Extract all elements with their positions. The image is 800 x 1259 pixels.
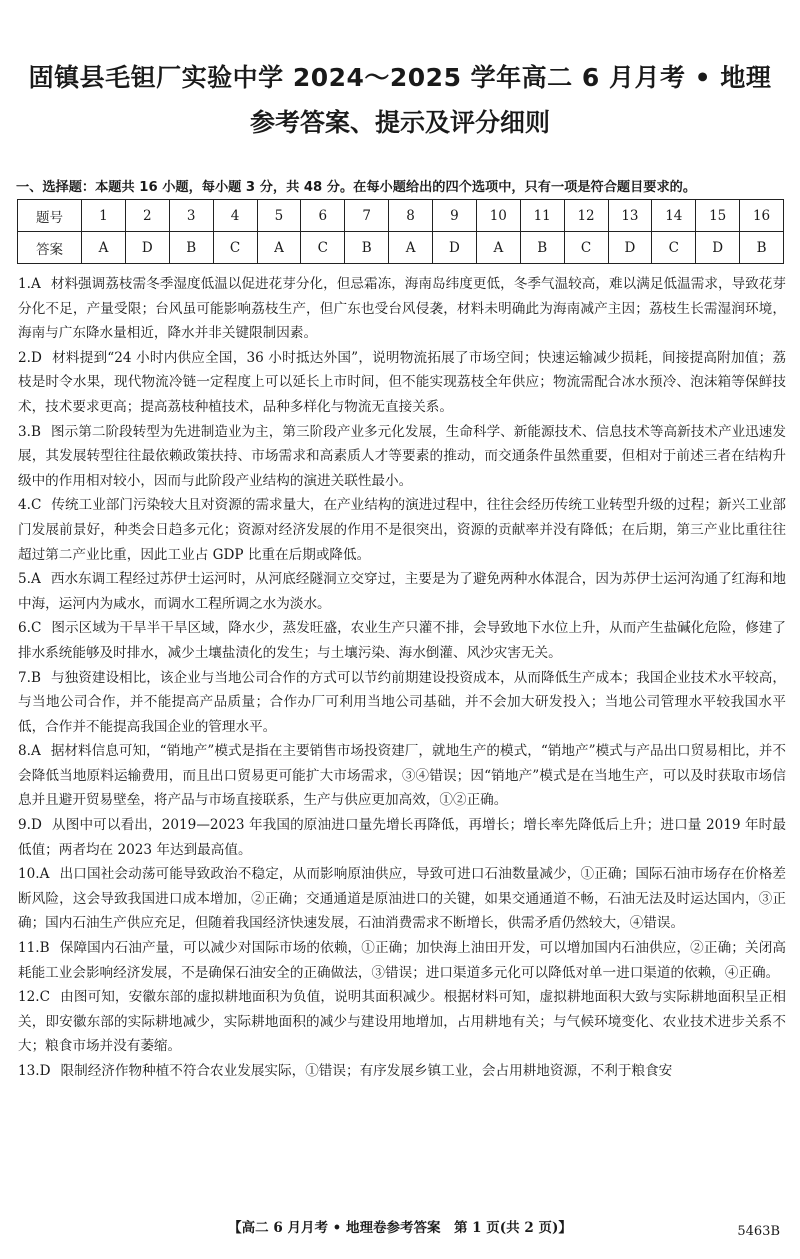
question-number: 15 bbox=[696, 200, 740, 232]
question-number: 13 bbox=[608, 200, 652, 232]
answer-cell: C bbox=[652, 232, 696, 264]
explanation-item bbox=[18, 493, 786, 567]
explanation-item bbox=[18, 813, 786, 862]
item-answer: A bbox=[30, 743, 41, 760]
answer-cell: A bbox=[389, 232, 433, 264]
question-number: 11 bbox=[520, 200, 564, 232]
item-number: 11. bbox=[18, 940, 40, 957]
item-text: 由图可知，安徽东部的虚拟耕地面积为负值，说明其面积减少。根据材料可知，虚拟耕地面积大致与实际耕地面积呈正相关，即安徽东部的实际耕地减少，实际耕地面积的减少与建设用地增加，占用耕地有关；与气候环境变化、农业技术进步关系不大；粮食市场并没有萎缩。 bbox=[18, 989, 786, 1055]
item-answer: A bbox=[30, 276, 41, 292]
question-number: 10 bbox=[476, 200, 520, 232]
answer-cell: B bbox=[169, 232, 213, 264]
answer-cell: D bbox=[696, 232, 740, 264]
item-number: 5. bbox=[18, 571, 31, 588]
question-number: 6 bbox=[301, 200, 345, 232]
question-number: 3 bbox=[169, 200, 213, 232]
row-label-number: 题号 bbox=[18, 200, 82, 232]
page-footer: 【高二 6 月月考 • 地理卷参考答案 第 1 页(共 2 页)】 bbox=[228, 1220, 572, 1236]
answer-cell: B bbox=[345, 232, 389, 264]
item-number: 2. bbox=[18, 349, 31, 366]
section-instruction: 一、选择题：本题共 16 小题，每小题 3 分，共 48 分。在每小题给出的四个选项中，只有一项是符合题目要求的。 bbox=[16, 180, 697, 195]
question-number: 12 bbox=[564, 200, 608, 232]
explanation-item bbox=[18, 346, 786, 420]
item-number: 10. bbox=[18, 866, 40, 883]
answer-row bbox=[18, 232, 784, 264]
explanation-item bbox=[18, 272, 786, 346]
question-number: 4 bbox=[213, 200, 257, 232]
explanation-item bbox=[18, 739, 786, 813]
answer-cell: A bbox=[257, 232, 301, 264]
explanation-item bbox=[18, 616, 786, 665]
item-number: 8. bbox=[18, 743, 31, 760]
answer-cell: D bbox=[125, 232, 169, 264]
item-text: 材料提到“24 小时内供应全国，36 小时抵达外国”，说明物流拓展了市场空间；快速运输减少损耗，间接提高附加值；荔枝是时令水果，现代物流冷链一定程度上可以延长上市时间，但不能实现荔枝全年供应；物流需配合冰水预冷、泡沫箱等保鲜技术，技术要求更高；提高荔枝种植技术，品种多样化与物流无直接关系。 bbox=[18, 349, 786, 415]
answer-cell: A bbox=[82, 232, 126, 264]
item-text: 据材料信息可知，“销地产”模式是指在主要销售市场投资建厂，就地生产的模式，“销地产”模式与产品出口贸易相比，并不会降低当地原料运输费用，而且出口贸易更可能扩大市场需求，③④错误；因“销地产”模式是在当地生产，可以及时获取市场信息并且避开贸易壁垒，将产品与市场直接联系，生产与供应更加高效，①②正确。 bbox=[18, 743, 786, 809]
answer-cell: C bbox=[564, 232, 608, 264]
question-number: 14 bbox=[652, 200, 696, 232]
answer-table bbox=[17, 199, 784, 264]
explanation-item bbox=[18, 567, 786, 616]
item-text: 与独资建设相比，该企业与当地公司合作的方式可以节约前期建设投资成本，从而降低生产成本；我国企业技术水平较高，与当地公司合作，并不能提高产品质量；合作办厂可利用当地公司基础，并不会加大研发投入；当地公司管理水平较我国水平低，合作并不能提高我国企业的管理水平。 bbox=[18, 669, 786, 735]
question-number: 7 bbox=[345, 200, 389, 232]
item-text: 限制经济作物种植不符合农业发展实际，①错误；有序发展乡镇工业，会占用耕地资源，不利于粮食安 bbox=[60, 1063, 673, 1079]
question-number: 5 bbox=[257, 200, 301, 232]
item-answer: A bbox=[39, 866, 50, 883]
answer-cell: C bbox=[213, 232, 257, 264]
answer-cell: D bbox=[433, 232, 477, 264]
item-answer: A bbox=[30, 571, 41, 588]
question-number: 8 bbox=[389, 200, 433, 232]
item-answer: B bbox=[39, 940, 50, 957]
question-number-row bbox=[18, 200, 784, 232]
question-number: 9 bbox=[433, 200, 477, 232]
item-number: 3. bbox=[18, 423, 31, 440]
item-text: 从图中可以看出，2019—2023 年我国的原油进口量先增长再降低，再增长；增长率先降低后上升；进口量 2019 年时最低值；两者均在 2023 年达到最高值。 bbox=[18, 817, 786, 858]
explanation-item bbox=[18, 420, 786, 494]
question-number: 2 bbox=[125, 200, 169, 232]
item-text: 图示第二阶段转型为先进制造业为主，第三阶段产业多元化发展，生命科学、新能源技术、信息技术等高新技术产业迅速发展，其发展转型往往最依赖政策扶持、市场需求和高素质人才等要素的推动，而交通条件虽然重要，但相对于前述三者在结构升级中的作用相对较小，因而与此阶段产业结构的演进关联性最小。 bbox=[18, 423, 786, 489]
item-number: 1. bbox=[18, 276, 31, 292]
item-answer: C bbox=[30, 620, 42, 637]
item-number: 12. bbox=[18, 989, 40, 1006]
page-subtitle: 参考答案、提示及评分细则 bbox=[249, 108, 550, 137]
item-text: 保障国内石油产量，可以减少对国际市场的依赖，①正确；加快海上油田开发，可以增加国内石油供应，②正确；关闭高耗能工业会影响经济发展，不是确保石油安全的正确做法，③错误；进口渠道多元化可以降低对单一进口渠道的依赖，④正确。 bbox=[18, 940, 786, 981]
explanation-item bbox=[18, 1059, 786, 1084]
item-number: 9. bbox=[18, 817, 31, 834]
answer-cell: C bbox=[301, 232, 345, 264]
item-text: 材料强调荔枝需冬季湿度低温以促进花芽分化，但忌霜冻，海南岛纬度更低，冬季气温较高，难以满足低温需求，导致花芽分化不足，产量受限；台风虽可能影响荔枝生产，但广东也受台风侵袭，材料未明确此为海南减产主因；荔枝生长需湿润环境，海南与广东降水量相近，降水并非关键限制因素。 bbox=[18, 276, 786, 342]
item-answer: B bbox=[30, 423, 41, 440]
item-text: 图示区域为干旱半干旱区域，降水少，蒸发旺盛，农业生产只灌不排，会导致地下水位上升，从而产生盐碱化危险，修建了排水系统能够及时排水，减少土壤盐渍化的发生；与土壤污染、海水倒灌、风沙灾害无关。 bbox=[18, 620, 786, 661]
item-answer: B bbox=[30, 669, 41, 686]
item-answer: D bbox=[30, 349, 42, 366]
explanation-item bbox=[18, 985, 786, 1059]
answer-cell: D bbox=[608, 232, 652, 264]
explanation-item bbox=[18, 862, 786, 936]
question-number: 1 bbox=[82, 200, 126, 232]
item-answer: D bbox=[39, 1063, 51, 1079]
explanation-list bbox=[18, 272, 786, 1084]
page-title: 固镇县毛钽厂实验中学 2024～2025 学年高二 6 月月考 • 地理 bbox=[28, 63, 772, 92]
answer-cell: B bbox=[740, 232, 784, 264]
item-text: 西水东调工程经过苏伊士运河时，从河底经隧洞立交穿过，主要是为了避免两种水体混合，因为苏伊士运河沟通了红海和地中海，运河内为咸水，而调水工程所调之水为淡水。 bbox=[18, 571, 786, 612]
row-label-answer: 答案 bbox=[18, 232, 82, 264]
document-code: 5463B bbox=[737, 1224, 780, 1239]
explanation-item bbox=[18, 666, 786, 740]
answer-cell: A bbox=[476, 232, 520, 264]
explanation-item bbox=[18, 936, 786, 985]
item-answer: C bbox=[39, 989, 51, 1006]
question-number: 16 bbox=[740, 200, 784, 232]
item-answer: D bbox=[30, 817, 42, 834]
item-number: 6. bbox=[18, 620, 31, 637]
item-number: 13. bbox=[18, 1063, 40, 1079]
item-number: 4. bbox=[18, 497, 31, 514]
item-number: 7. bbox=[18, 669, 31, 686]
item-answer: C bbox=[30, 497, 42, 514]
answer-cell: B bbox=[520, 232, 564, 264]
item-text: 出口国社会动荡可能导致政治不稳定，从而影响原油供应，导致可进口石油数量减少，①正确；国际石油市场存在价格差断风险，这会导致我国进口成本增加，②正确；交通通道是原油进口的关键，如果交通通道不畅，石油无法及时运达国内，③正确；国内石油生产供应充足，但随着我国经济快速发展，石油消费需求不断增长，供需矛盾仍然较大，④错误。 bbox=[18, 866, 786, 932]
item-text: 传统工业部门污染较大且对资源的需求量大，在产业结构的演进过程中，往往会经历传统工业转型升级的过程；新兴工业部门发展前景好，种类会日趋多元化；资源对经济发展的作用不是很突出，资源的贡献率并没有降低；在后期，第三产业比重往往超过第二产业比重，因此工业占 GDP 比重在后期或降低。 bbox=[18, 497, 786, 563]
